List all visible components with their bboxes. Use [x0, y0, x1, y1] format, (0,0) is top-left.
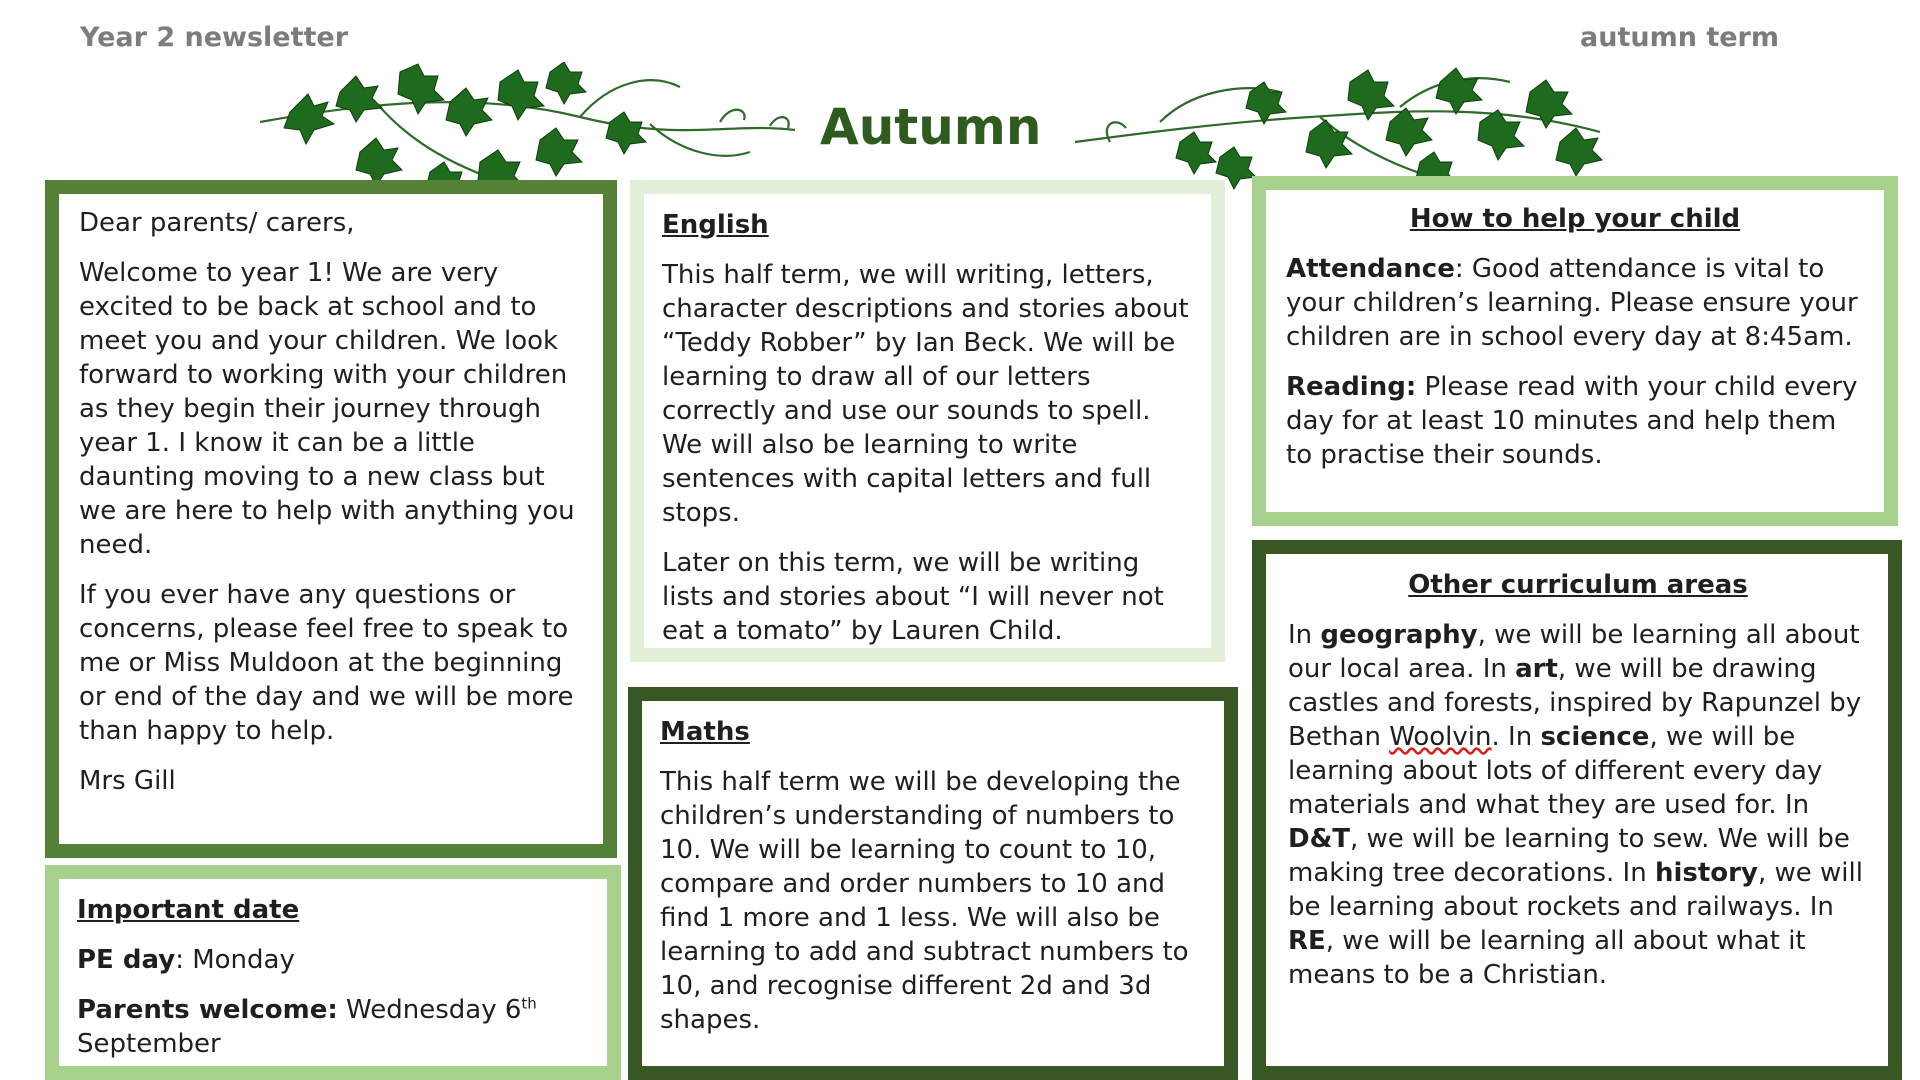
- parents-welcome-label: Parents welcome:: [77, 995, 338, 1025]
- attendance-label: Attendance: [1286, 254, 1455, 284]
- maths-box: [628, 687, 1238, 1080]
- welcome-letter-box: [45, 180, 617, 858]
- pe-day-line: [77, 943, 589, 977]
- letter-signoff: Mrs Gill: [79, 766, 176, 796]
- history-subject: history: [1654, 858, 1758, 888]
- date-ordinal-suffix: th: [521, 994, 537, 1013]
- text-run: In: [1288, 620, 1321, 650]
- english-box: [630, 180, 1225, 662]
- english-paragraph-1: This half term, we will writing, letters, character descriptions and stories about “Teddy Robber” by Ian Beck. We will be learning to draw all of our letters correctly and use our sounds to spell. We will also be learning to write sentences with capital letters and full stops.: [662, 260, 1189, 528]
- english-paragraph-2: Later on this term, we will be writing lists and stories about “I will never not eat a tomato” by Lauren Child.: [662, 548, 1164, 646]
- other-curriculum-paragraph: [1288, 618, 1868, 992]
- attendance-paragraph: [1286, 252, 1864, 354]
- maths-heading: Maths: [660, 717, 750, 747]
- geography-subject: geography: [1320, 620, 1478, 650]
- newsletter-label: Year 2 newsletter: [80, 22, 349, 53]
- text-run: , we will be learning all about our local area. In: [1288, 620, 1860, 684]
- parents-welcome-line: [77, 993, 589, 1061]
- text-run: , we will be learning all about what it means to be a Christian.: [1288, 926, 1806, 990]
- science-subject: science: [1540, 722, 1650, 752]
- reading-label: Reading:: [1286, 372, 1417, 402]
- pe-day-label: PE day: [77, 945, 176, 975]
- text-run: , we will be learning about rockets and railways. In: [1288, 858, 1863, 922]
- term-label: autumn term: [1580, 22, 1779, 53]
- letter-greeting: Dear parents/ carers,: [79, 208, 355, 238]
- important-date-heading: Important date: [77, 895, 300, 925]
- how-to-help-box: [1252, 176, 1898, 526]
- letter-paragraph-1: Welcome to year 1! We are very excited to be back at school and to meet you and your children. We look forward to working with your children as they begin their journey through year 1. I know it can be a little daunting moving to a new class but we are here to help with anything you need.: [79, 258, 575, 560]
- important-date-box: [45, 865, 621, 1080]
- dt-subject: D&T: [1288, 824, 1350, 854]
- other-curriculum-heading: Other curriculum areas: [1408, 570, 1748, 600]
- text-run: , we will be drawing castles and forests, inspired by Rapunzel by Bethan: [1288, 654, 1862, 752]
- text-run: , we will be learning about lots of different every day materials and what they are used for. In: [1288, 722, 1823, 820]
- art-subject: art: [1515, 654, 1558, 684]
- letter-paragraph-2: If you ever have any questions or concerns, please feel free to speak to me or Miss Muldoon at the beginning or end of the day and we will be more than happy to help.: [79, 580, 574, 746]
- text-run: , we will be learning to sew. We will be making tree decorations. In: [1288, 824, 1850, 888]
- page-title: Autumn: [820, 98, 1042, 156]
- other-curriculum-box: [1252, 540, 1902, 1080]
- spelling-flagged-word: Woolvin: [1389, 722, 1492, 752]
- re-subject: RE: [1288, 926, 1326, 956]
- pe-day-value: : Monday: [175, 945, 295, 975]
- text-run: . In: [1491, 722, 1541, 752]
- attendance-text: : Good attendance is vital to your children’s learning. Please ensure your children are in school every day at 8:45am.: [1286, 254, 1858, 352]
- reading-text: Please read with your child every day for at least 10 minutes and help them to practise their sounds.: [1286, 372, 1858, 470]
- how-to-help-heading: How to help your child: [1409, 204, 1741, 234]
- reading-paragraph: [1286, 370, 1864, 472]
- parents-welcome-month: September: [77, 1029, 221, 1059]
- english-heading: English: [662, 210, 769, 240]
- parents-welcome-value: Wednesday 6: [337, 995, 522, 1025]
- maths-paragraph: This half term we will be developing the children’s understanding of numbers to 10. We will be learning to count to 10, compare and order numbers to 10 and find 1 more and 1 less. We will also be learning to add and subtract numbers to 10, and recognise different 2d and 3d shapes.: [660, 767, 1189, 1035]
